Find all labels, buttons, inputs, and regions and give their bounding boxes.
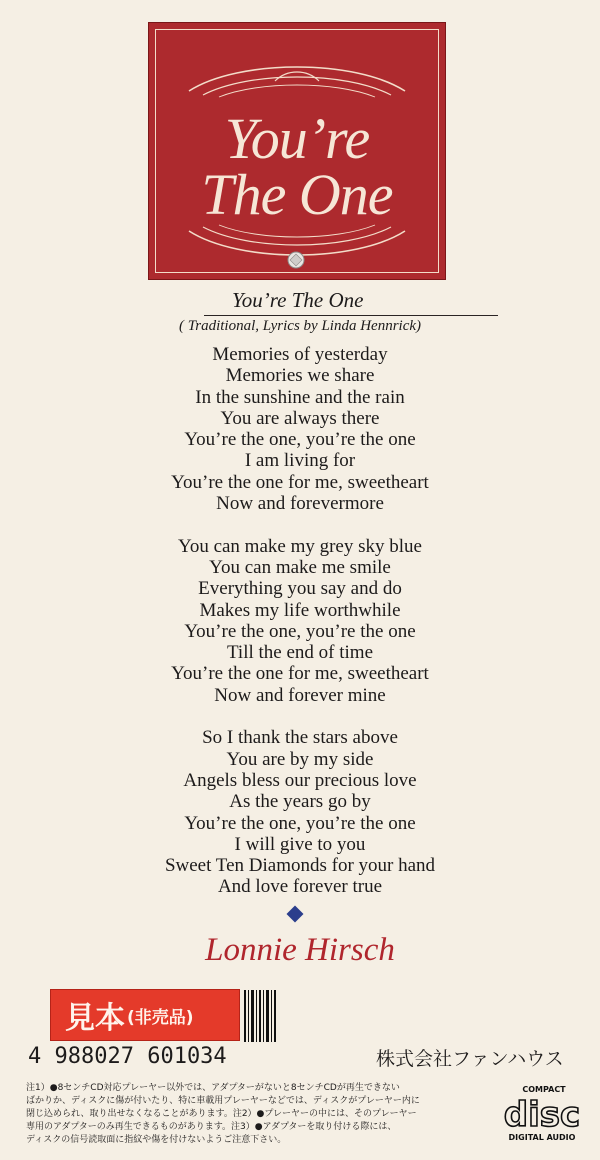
note-line: ディスクの信号読取面に指紋や傷を付けないようご注意下さい。 (26, 1135, 287, 1145)
lyric-line: You’re the one, you’re the one (184, 620, 416, 642)
sample-sticker (50, 989, 240, 1041)
note-line: 専用のアダプターのみ再生できるものがあります。注3）●アダプターを取り付ける際には、 (26, 1122, 397, 1132)
top-flourish (179, 51, 415, 101)
lyrics-stanza (90, 536, 510, 706)
song-credit: ( Traditional, Lyrics by Linda Hennrick) (178, 318, 422, 334)
lyric-line: And love forever true (217, 876, 383, 898)
lyric-line: You’re the one, you’re the one (184, 429, 416, 451)
lyric-line: So I thank the stars above (202, 727, 398, 749)
logo-bottom-text: DIGITAL AUDIO (508, 1133, 576, 1142)
lyric-line: Angels bless our precious love (183, 769, 417, 791)
lyrics-stanza (90, 344, 510, 514)
lyric-line: I am living for (244, 450, 356, 472)
note-line: 閉じ込められ、取り出せなくなることがあります。注2）●プレーヤーの中には、そのプレーヤー (26, 1109, 417, 1119)
cover-title-line1: You’re (224, 106, 370, 171)
lyric-line: Now and forevermore (216, 493, 384, 515)
lyric-line: I will give to you (234, 833, 366, 855)
logo-middle-text: disc (503, 1095, 581, 1135)
logo-top-text: COMPACT (522, 1085, 566, 1094)
note-line: ばかりか、ディスクに傷が付いたり、特に車載用プレーヤーなどでは、ディスクがプレーヤー内に (26, 1096, 420, 1106)
barcode-number: 4 988027 601034 (28, 1044, 227, 1069)
lyric-line: Now and forever mine (214, 684, 386, 706)
lyric-line: Memories of yesterday (212, 344, 388, 365)
song-title: You’re The One (232, 288, 364, 312)
company-name: 株式会社ファンハウス (376, 1048, 564, 1070)
lyric-line: You can make my grey sky blue (178, 535, 422, 557)
gem-icon (285, 251, 307, 269)
lyric-line: You’re the one, you’re the one (184, 812, 416, 834)
lyric-line: You are by my side (226, 748, 374, 770)
artist-name: Lonnie Hirsch (205, 932, 395, 968)
lyric-line: In the sunshine and the rain (195, 386, 405, 408)
sticker-sub-text: (非売品) (127, 1007, 194, 1028)
lyric-line: Memories we share (225, 365, 375, 387)
note-line: 注1）●8センチCD対応プレーヤー以外では、アダプターがないと8センチCDが再生できない (26, 1083, 400, 1093)
cover-title (149, 106, 445, 227)
lyric-line: You’re the one for me, sweetheart (171, 663, 429, 685)
compact-disc-logo (500, 1082, 584, 1146)
lyric-line: Till the end of time (226, 642, 374, 664)
title-rule (204, 315, 498, 316)
lyric-line: You can make me smile (209, 556, 391, 578)
lyric-line: Sweet Ten Diamonds for your hand (164, 855, 436, 877)
title-card (148, 22, 446, 280)
lyrics-stanza (90, 727, 510, 897)
cover-title-line2: The One (201, 162, 393, 227)
notes (26, 1082, 494, 1147)
lyric-line: As the years go by (229, 791, 371, 813)
sticker-main-text: 見本 (65, 1001, 125, 1036)
lyric-line: Everything you say and do (198, 578, 402, 600)
lyric-line: You are always there (220, 407, 380, 429)
lyrics (90, 344, 510, 919)
lyric-line: Makes my life worthwhile (199, 599, 401, 621)
barcode (242, 990, 278, 1042)
lyric-line: You’re the one for me, sweetheart (171, 471, 429, 493)
